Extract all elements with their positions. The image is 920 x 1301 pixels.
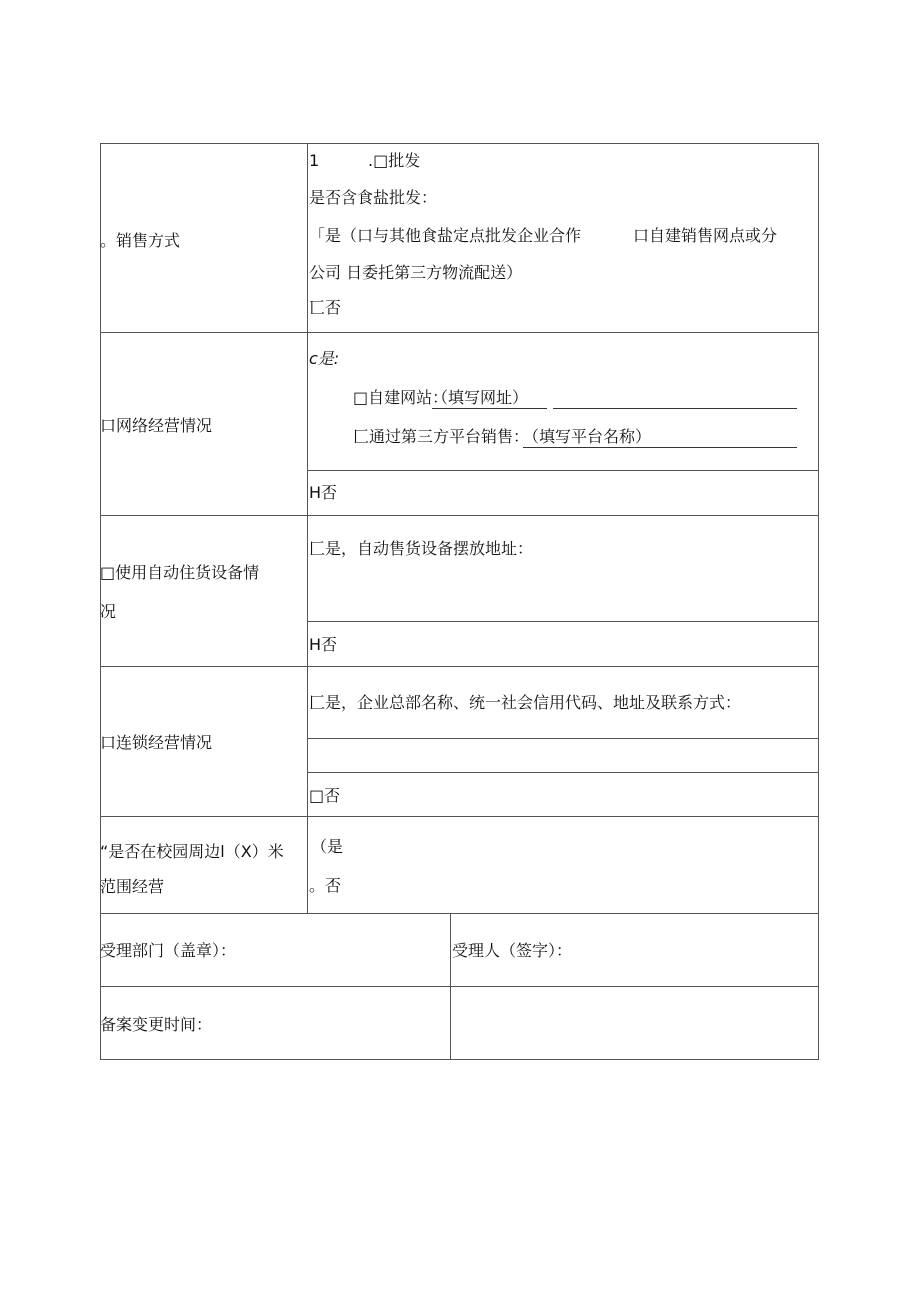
row-divider-chain bbox=[100, 816, 819, 817]
filing-form bbox=[100, 143, 819, 1060]
border-bottom bbox=[100, 1059, 819, 1060]
online-sub-divider bbox=[307, 470, 819, 471]
chain-sub-divider-1 bbox=[307, 738, 819, 739]
campus-yes-option[interactable]: （是 bbox=[311, 837, 344, 856]
vending-yes-option[interactable]: 匚是，自动售货设备摆放地址： bbox=[309, 539, 534, 558]
border-top bbox=[100, 143, 819, 144]
online-operation-label: 口网络经营情况 bbox=[100, 416, 213, 435]
salt-yes-partner-option[interactable]: 「是（口与其他食盐定点批发企业合作 bbox=[309, 226, 582, 245]
row-divider-online bbox=[100, 515, 819, 516]
row-divider-vending bbox=[100, 666, 819, 667]
online-no-option[interactable]: H否 bbox=[309, 483, 338, 502]
chain-sub-divider-2 bbox=[307, 772, 819, 773]
accepting-department-label: 受理部门（盖章）： bbox=[100, 941, 237, 960]
column-divider bbox=[307, 143, 308, 913]
campus-no-option[interactable]: 。否 bbox=[309, 876, 342, 895]
campus-label-line1: “是否在校园周边l（X）米 bbox=[100, 842, 284, 861]
vending-label-line2: 况 bbox=[100, 602, 117, 621]
handler-signature-label: 受理人（签字）： bbox=[452, 941, 573, 960]
filing-change-time-label: 备案变更时间： bbox=[100, 1015, 213, 1034]
own-website-option[interactable]: □自建网站： bbox=[353, 388, 449, 407]
website-url-underline bbox=[432, 408, 547, 409]
third-party-logistics-option[interactable]: 公司 日委托第三方物流配送） bbox=[309, 263, 523, 282]
sales-method-label: 。销售方式 bbox=[100, 231, 181, 250]
platform-name-input-line[interactable] bbox=[523, 447, 797, 448]
campus-label-line2: 范围经营 bbox=[100, 877, 165, 896]
platform-name-hint: （填写平台名称） bbox=[523, 427, 652, 446]
chain-no-option[interactable]: □否 bbox=[309, 786, 341, 805]
website-url-input-line[interactable] bbox=[553, 408, 797, 409]
own-network-option[interactable]: 口自建销售网点或分 bbox=[633, 226, 778, 245]
row-divider-sales bbox=[100, 332, 819, 333]
chain-operation-label: 口连锁经营情况 bbox=[100, 733, 213, 752]
vending-label-line1: □使用自动住货设备情 bbox=[100, 563, 260, 582]
sales-item-number: 1 bbox=[309, 151, 320, 170]
wholesale-checkbox-label[interactable]: .□批发 bbox=[368, 151, 421, 170]
online-yes-option[interactable]: c是: bbox=[309, 349, 340, 368]
vending-sub-divider bbox=[307, 621, 819, 622]
salt-no-option[interactable]: 匸否 bbox=[309, 298, 342, 317]
website-url-hint: （填写网址） bbox=[432, 388, 529, 407]
border-right bbox=[818, 143, 819, 1060]
salt-wholesale-question: 是否含食盐批发： bbox=[309, 188, 438, 207]
vending-no-option[interactable]: H否 bbox=[309, 635, 338, 654]
third-party-platform-option[interactable]: 匚通过第三方平台销售： bbox=[353, 427, 530, 446]
row-divider-footer bbox=[100, 986, 819, 987]
chain-yes-option[interactable]: 匚是，企业总部名称、统一社会信用代码、地址及联系方式： bbox=[309, 693, 742, 712]
row-divider-campus bbox=[100, 913, 819, 914]
footer-divider bbox=[450, 913, 451, 1060]
